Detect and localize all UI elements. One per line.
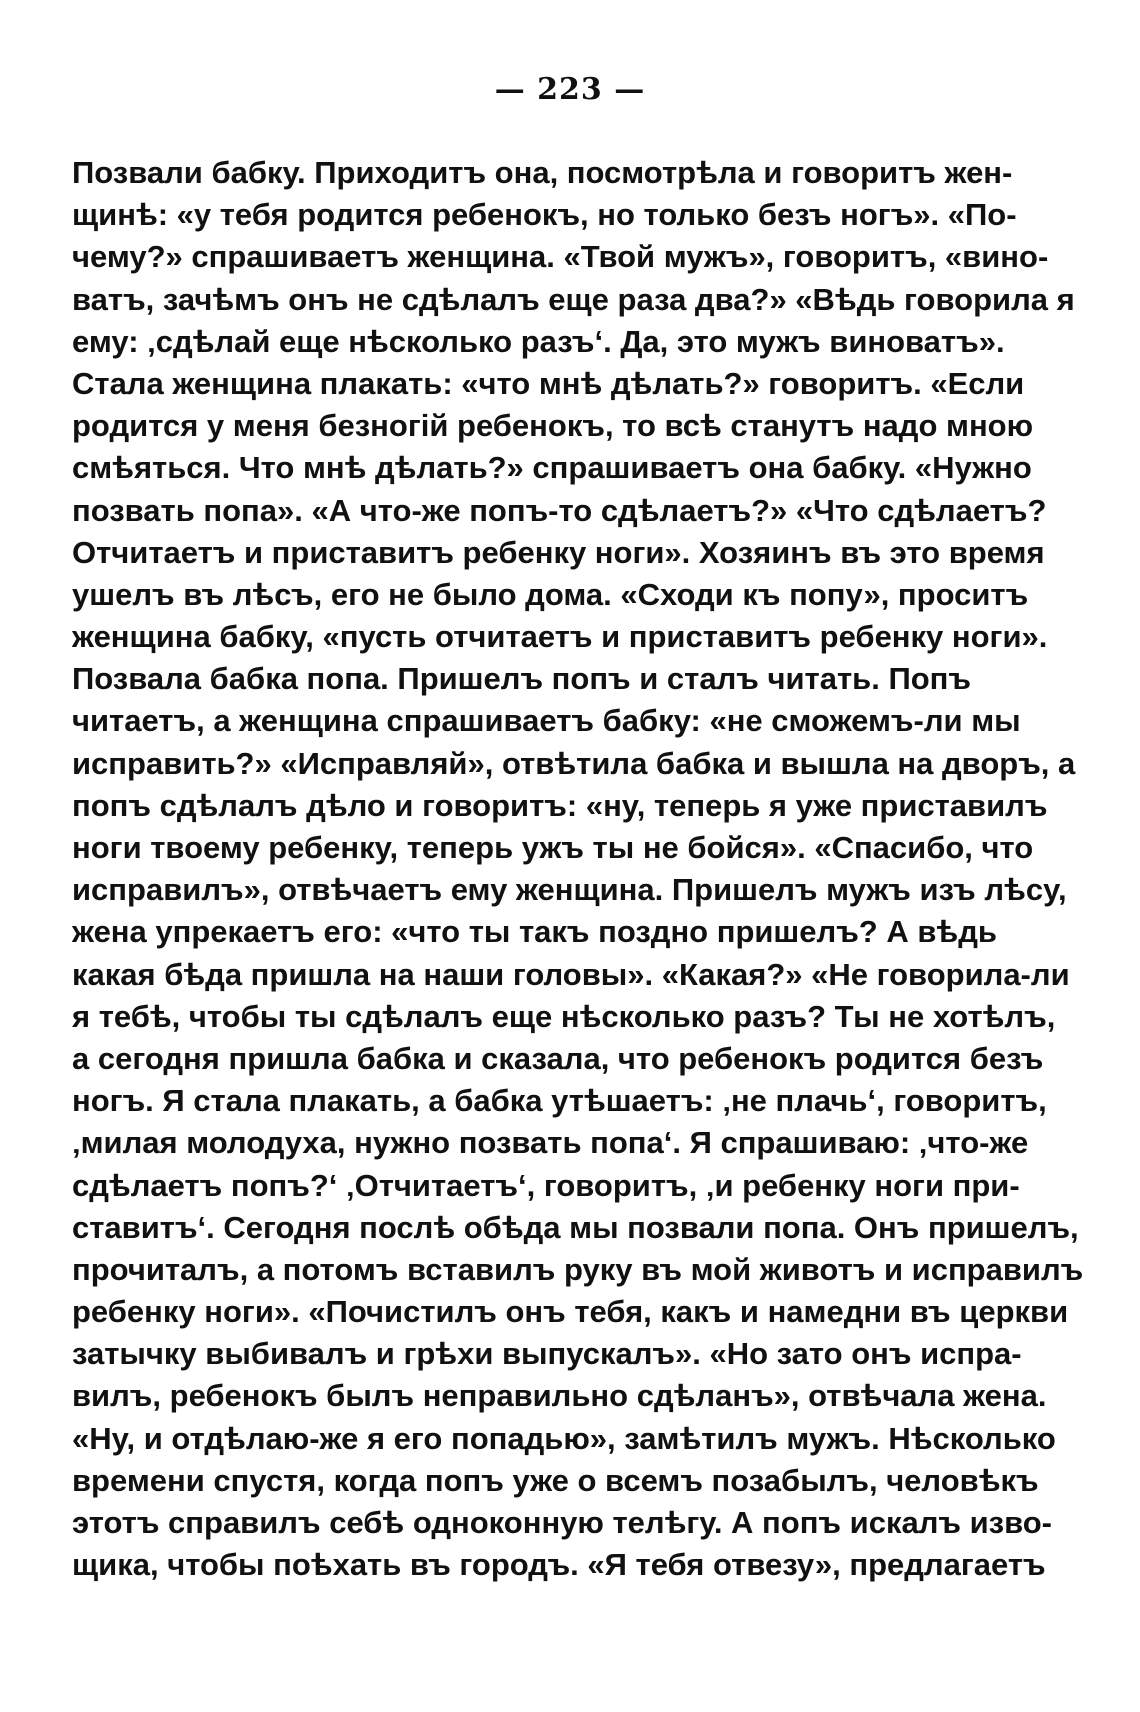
text-line: Стала женщина плакать: «что мнѣ дѣлать?» говоритъ. «Если	[72, 365, 1025, 401]
text-line: смѣяться. Что мнѣ дѣлать?» спрашиваетъ она бабку. «Нужно	[72, 450, 1032, 486]
text-line: ребенку ноги». «Почистилъ онъ тебя, какъ и намедни въ церкви	[72, 1294, 1069, 1330]
text-line: попъ сдѣлалъ дѣло и говоритъ: «ну, теперь я уже приставилъ	[72, 787, 1048, 823]
text-line: ушелъ въ лѣсъ, его не было дома. «Сходи къ попу», проситъ	[72, 576, 1029, 612]
text-line: времени спустя, когда попъ уже о всемъ позабылъ, человѣкъ	[72, 1462, 1039, 1498]
text-line: ногъ. Я стала плакать, а бабка утѣшаетъ: ‚не плачь‘, говоритъ,	[72, 1083, 1047, 1119]
text-line: чему?» спрашиваетъ женщина. «Твой мужъ», говоритъ, «вино-	[72, 239, 1049, 275]
text-line: я тебѣ, чтобы ты сдѣлалъ еще нѣсколько разъ? Ты не хотѣлъ,	[72, 998, 1056, 1034]
text-line: ватъ, зачѣмъ онъ не сдѣлалъ еще раза два?» «Вѣдь говорила я	[72, 281, 1075, 317]
text-line: прочиталъ, а потомъ вставилъ руку въ мой животъ и исправилъ	[72, 1251, 1084, 1287]
text-line: сдѣлаетъ попъ?‘ ‚Отчитаетъ‘, говоритъ, ‚и ребенку ноги при-	[72, 1167, 1020, 1203]
text-line: ему: ‚сдѣлай еще нѣсколько разъ‘. Да, это мужъ виноватъ».	[72, 323, 1005, 359]
text-line: щинѣ: «у тебя родится ребенокъ, но только безъ ногъ». «По-	[72, 197, 1017, 233]
page-number: — 223 —	[494, 72, 646, 107]
text-line: какая бѣда пришла на наши головы». «Какая?» «Не говорила-ли	[72, 956, 1070, 992]
text-line: этотъ справилъ себѣ одноконную телѣгу. А попъ искалъ изво-	[72, 1505, 1052, 1540]
text-line: жена упрекаетъ его: «что ты такъ поздно пришелъ? А вѣдь	[72, 914, 997, 950]
text-line: ‚милая молодуха, нужно позвать попа‘. Я спрашиваю: ‚что-же	[72, 1125, 1029, 1161]
text-line: «Ну, и отдѣлаю-же я его попадью», замѣтилъ мужъ. Нѣсколько	[72, 1420, 1056, 1456]
text-line: исправить?» «Исправляй», отвѣтила бабка и вышла на дворъ, а	[72, 745, 1076, 781]
page-text	[72, 152, 1084, 1586]
text-line: вилъ, ребенокъ былъ неправильно сдѣланъ», отвѣчала жена.	[72, 1378, 1047, 1414]
text-line: щика, чтобы поѣхать въ городъ. «Я тебя отвезу», предлагаетъ	[72, 1547, 1046, 1583]
text-line: родится у меня безногій ребенокъ, то всѣ станутъ надо мною	[72, 408, 1034, 444]
text-line: читаетъ, а женщина спрашиваетъ бабку: «не сможемъ-ли мы	[72, 703, 1021, 739]
text-line: Позвала бабка попа. Пришелъ попъ и сталъ читать. Попъ	[72, 661, 971, 697]
text-line: исправилъ», отвѣчаетъ ему женщина. Пришелъ мужъ изъ лѣсу,	[72, 872, 1067, 908]
text-line: ноги твоему ребенку, теперь ужъ ты не бойся». «Спасибо, что	[72, 830, 1034, 865]
text-line: Позвали бабку. Приходитъ она, посмотрѣла и говоритъ жен-	[72, 155, 1013, 190]
text-line: женщина бабку, «пусть отчитаетъ и приставитъ ребенку ноги».	[72, 619, 1048, 655]
text-line: а сегодня пришла бабка и сказала, что ребенокъ родится безъ	[72, 1040, 1044, 1076]
text-line: позвать попа». «А что-же попъ-то сдѣлаетъ?» «Что сдѣлаетъ?	[72, 492, 1047, 528]
text-line: Отчитаетъ и приставитъ ребенку ноги». Хозяинъ въ это время	[72, 534, 1045, 570]
text-line: ставитъ‘. Сегодня послѣ обѣда мы позвали попа. Онъ пришелъ,	[72, 1209, 1079, 1245]
text-line: затычку выбивалъ и грѣхи выпускалъ». «Но зато онъ испра-	[72, 1336, 1022, 1372]
